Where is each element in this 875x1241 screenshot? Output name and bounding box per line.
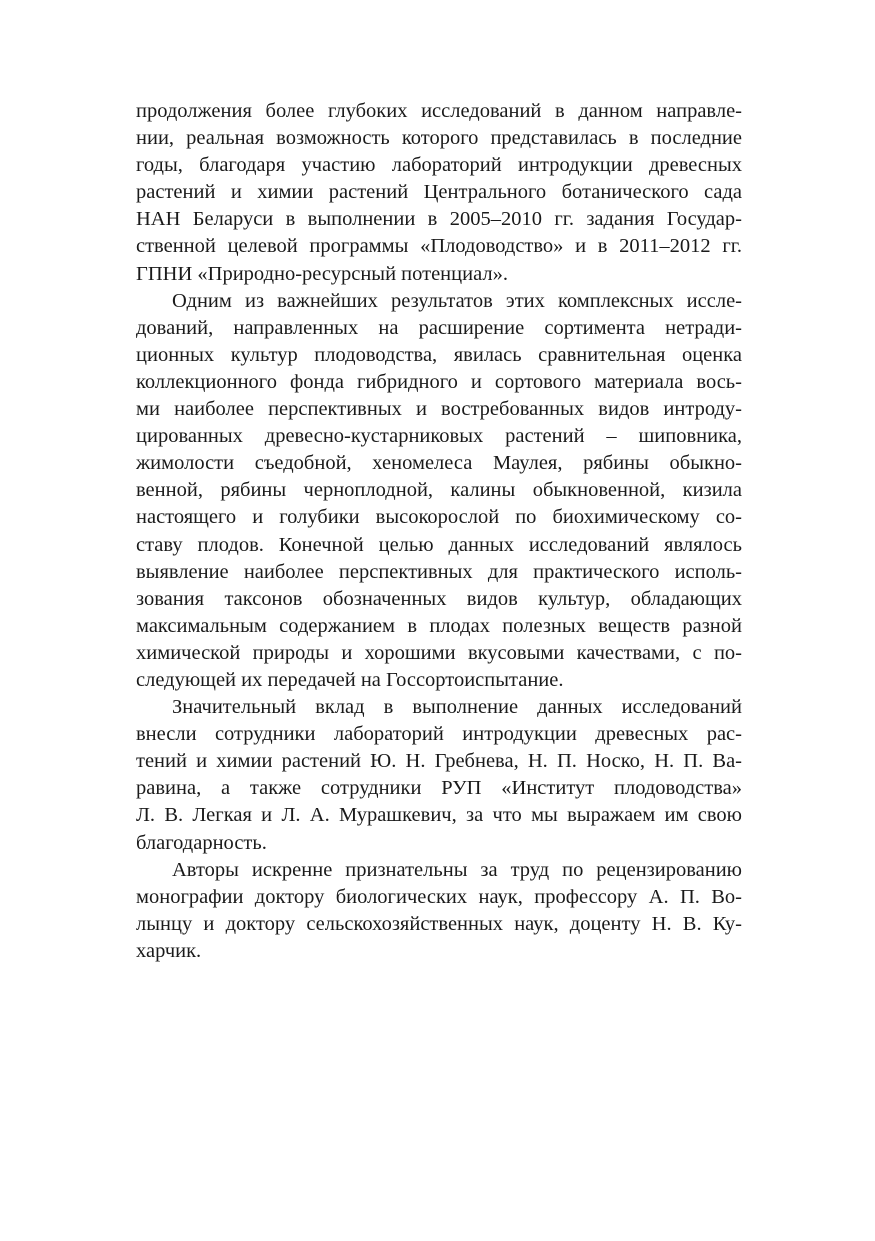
text-line: Значительный вклад в выполнение данных исследований [172, 696, 742, 719]
text-line: ГПНИ «Природно-ресурсный потенциал». [136, 262, 508, 285]
text-line: лынцу и доктору сельскохозяйственных наук, доценту Н. В. Ку- [136, 912, 742, 935]
text-line: харчик. [136, 939, 202, 962]
text-line: тений и химии растений Ю. Н. Гребнева, Н. П. Носко, Н. П. Ва- [136, 750, 742, 773]
text-line: НАН Беларуси в выполнении в 2005–2010 гг. задания Государ- [136, 208, 742, 231]
text-line: годы, благодаря участию лабораторий интродукции древесных [136, 154, 742, 177]
text-line: ставу плодов. Конечной целью данных исследований являлось [136, 533, 742, 556]
text-line: Одним из важнейших результатов этих комплексных иссле- [172, 289, 742, 312]
text-line: коллекционного фонда гибридного и сортового материала вось- [136, 370, 742, 393]
text-line: жимолости съедобной, хеномелеса Маулея, рябины обыкно- [136, 452, 742, 475]
text-line: Л. В. Легкая и Л. А. Мурашкевич, за что мы выражаем им свою [136, 804, 742, 827]
text-line: цированных древесно-кустарниковых растений – шиповника, [136, 425, 742, 448]
text-line: химической природы и хорошими вкусовыми качествами, с по- [136, 641, 742, 664]
document-page [136, 98, 742, 965]
text-line: монографии доктору биологических наук, профессору А. П. Во- [136, 885, 742, 908]
text-line: венной, рябины черноплодной, калины обыкновенной, кизила [136, 479, 742, 502]
text-line: зования таксонов обозначенных видов культур, обладающих [136, 587, 742, 610]
text-line: ственной целевой программы «Плодоводство» и в 2011–2012 гг. [136, 235, 742, 258]
text-line: внесли сотрудники лабораторий интродукции древесных рас- [136, 723, 742, 746]
text-line: максимальным содержанием в плодах полезных веществ разной [136, 614, 742, 637]
paragraph-1 [136, 98, 742, 288]
text-line: ционных культур плодоводства, явилась сравнительная оценка [136, 343, 742, 366]
text-line: настоящего и голубики высокорослой по биохимическому со- [136, 506, 742, 529]
text-line: растений и химии растений Центрального ботанического сада [136, 181, 742, 204]
text-line: Авторы искренне признательны за труд по рецензированию [172, 858, 742, 881]
text-line: выявление наиболее перспективных для практического исполь- [136, 560, 742, 583]
paragraph-2 [136, 288, 742, 694]
text-line: равина, а также сотрудники РУП «Институт плодоводства» [136, 777, 742, 800]
text-line: нии, реальная возможность которого представилась в последние [136, 127, 742, 150]
text-line: продолжения более глубоких исследований в данном направле- [136, 100, 742, 122]
text-line: благодарность. [136, 831, 267, 854]
text-line: следующей их передачей на Госсортоиспытание. [136, 668, 564, 691]
text-line: дований, направленных на расширение сортимента нетради- [136, 316, 742, 339]
text-line: ми наиболее перспективных и востребованных видов интроду- [136, 398, 742, 421]
paragraph-3 [136, 694, 742, 857]
paragraph-4 [136, 857, 742, 965]
